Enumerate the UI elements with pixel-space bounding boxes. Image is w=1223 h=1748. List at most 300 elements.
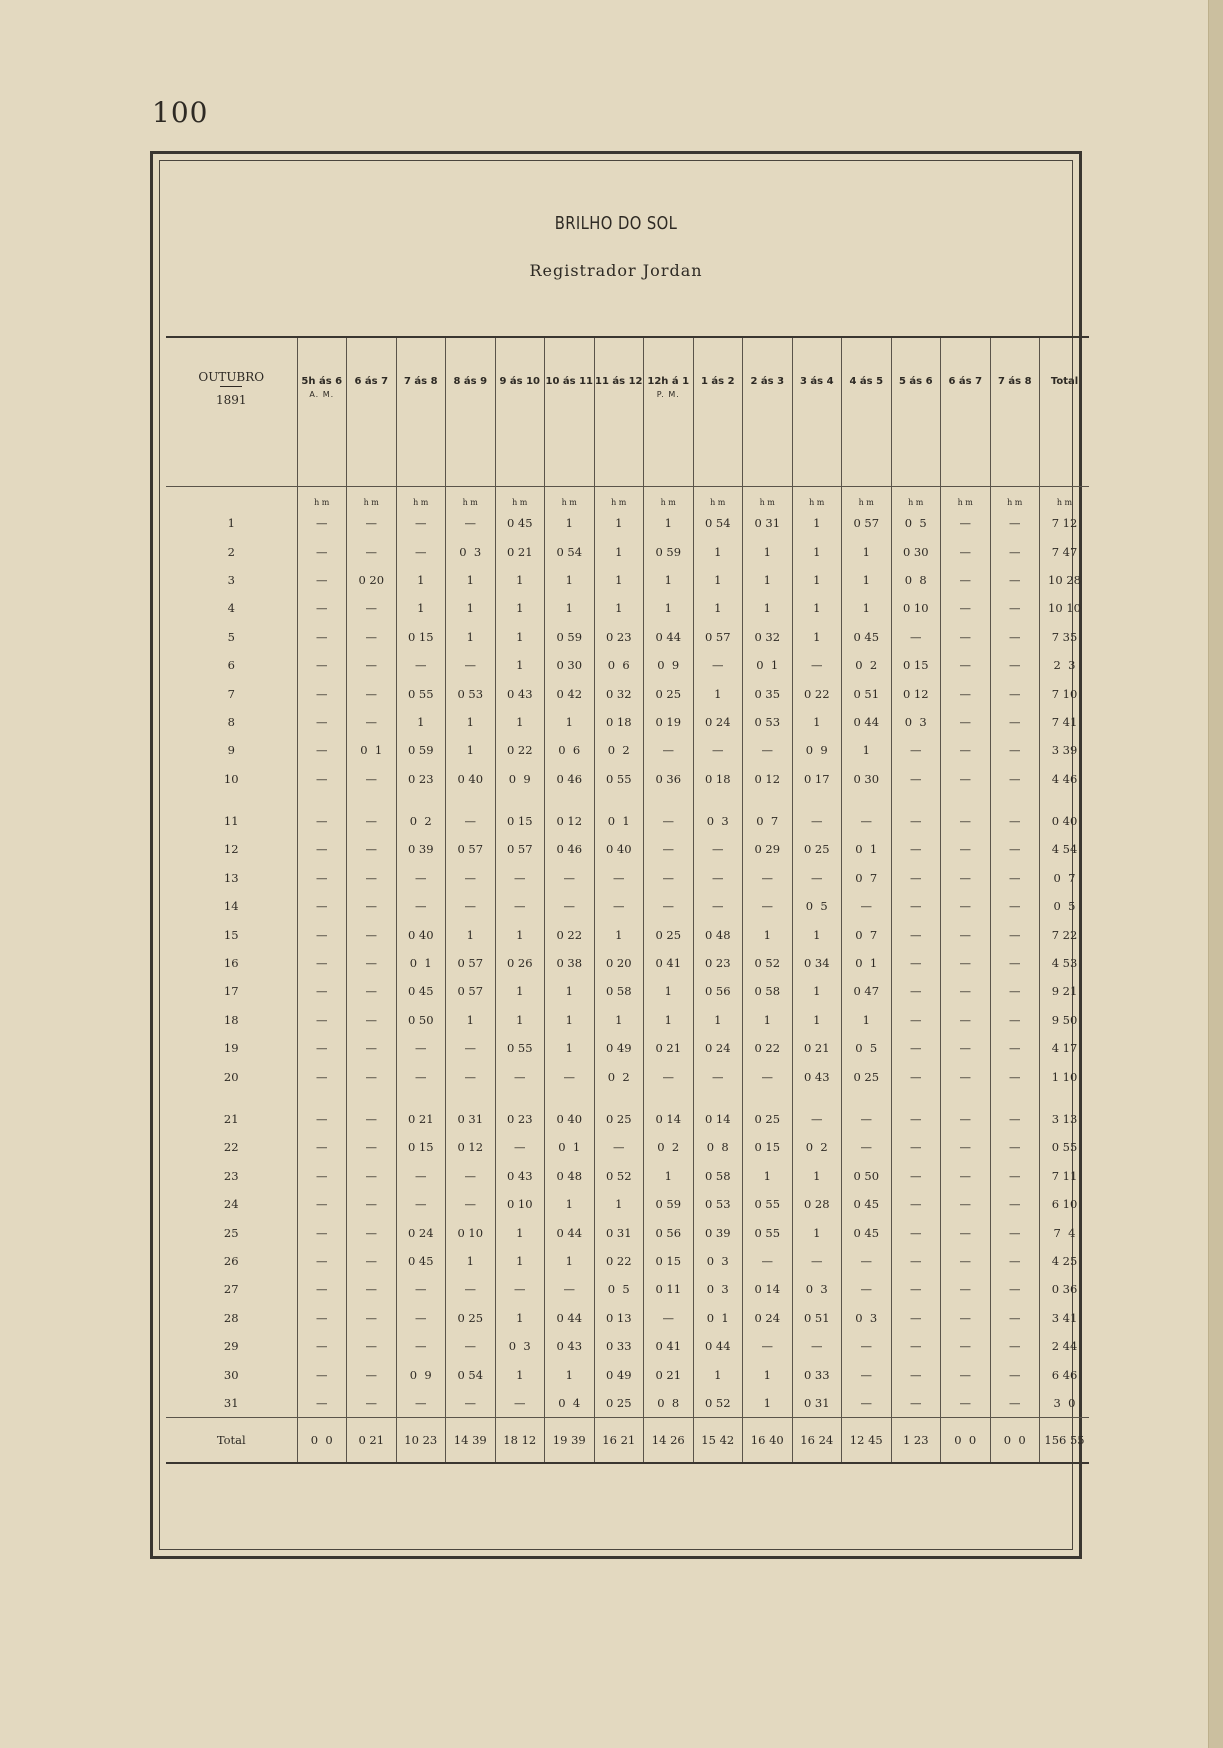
value-cell: —: [495, 1133, 545, 1161]
value-cell: —: [347, 1218, 397, 1246]
value-cell: —: [941, 1006, 991, 1034]
day-cell: 4: [227, 601, 235, 616]
value-cell: —: [891, 977, 941, 1005]
table-row: [166, 1133, 1089, 1161]
value-cell: 0 21: [644, 1034, 694, 1062]
table-row: [166, 892, 1089, 920]
header-col-5: [545, 337, 595, 487]
value-cell: 0 25: [644, 679, 694, 707]
unit-row: [166, 487, 1089, 510]
value-cell: 0 20: [347, 566, 397, 594]
value-cell: 0 3: [842, 1304, 892, 1332]
value-cell: 1: [495, 566, 545, 594]
header-col-9: [743, 337, 793, 487]
value-cell: 1: [545, 1360, 595, 1388]
day-cell: 7: [227, 686, 235, 701]
value-cell: —: [396, 537, 446, 565]
header-col-14: [990, 337, 1040, 487]
value-cell: 1: [743, 1389, 793, 1418]
value-cell: —: [990, 1304, 1040, 1332]
spacer-cell: [644, 1091, 694, 1105]
value-cell: 0 45: [842, 623, 892, 651]
value-cell: 0 42: [545, 679, 595, 707]
header-col-label: 7 ás 8: [403, 376, 438, 387]
value-cell: —: [743, 892, 793, 920]
value-cell: 0 2: [594, 1062, 644, 1090]
total-cell: 0 0: [941, 1418, 991, 1464]
value-cell: —: [347, 1360, 397, 1388]
value-cell: 0 49: [594, 1034, 644, 1062]
value-cell: 0 51: [842, 679, 892, 707]
value-cell: —: [545, 1275, 595, 1303]
value-cell: 0 5: [1040, 892, 1090, 920]
value-cell: 1: [545, 977, 595, 1005]
value-cell: 1: [594, 509, 644, 537]
value-cell: 0 55: [743, 1190, 793, 1218]
value-cell: —: [347, 651, 397, 679]
value-cell: 0 25: [594, 1105, 644, 1133]
value-cell: 0 23: [594, 623, 644, 651]
value-cell: —: [297, 1247, 347, 1275]
value-cell: 0 4: [545, 1389, 595, 1418]
table-row: [166, 1275, 1089, 1303]
value-cell: 0 49: [594, 1360, 644, 1388]
spacer-cell: [446, 1091, 496, 1105]
page-edge: [1208, 0, 1223, 1748]
spacer-cell: [166, 1091, 297, 1105]
value-cell: 0 25: [644, 920, 694, 948]
value-cell: 0 32: [743, 623, 793, 651]
value-cell: 1: [743, 537, 793, 565]
table-row: [166, 807, 1089, 835]
value-cell: 1: [446, 920, 496, 948]
unit-cell: h m: [891, 487, 941, 510]
value-cell: —: [941, 864, 991, 892]
value-cell: —: [941, 509, 991, 537]
day-cell: 25: [223, 1225, 239, 1240]
value-cell: 0 24: [396, 1218, 446, 1246]
value-cell: 1: [594, 594, 644, 622]
value-cell: 0 15: [396, 623, 446, 651]
value-cell: 0 30: [891, 537, 941, 565]
value-cell: 4 46: [1040, 765, 1090, 793]
value-cell: 1: [446, 594, 496, 622]
value-cell: 0 40: [545, 1105, 595, 1133]
total-cell: 1 23: [891, 1418, 941, 1464]
value-cell: —: [990, 1389, 1040, 1418]
value-cell: 0 5: [891, 509, 941, 537]
value-cell: —: [891, 1360, 941, 1388]
value-cell: —: [347, 835, 397, 863]
value-cell: 1: [545, 566, 595, 594]
total-cell: 16 21: [594, 1418, 644, 1464]
value-cell: —: [396, 1062, 446, 1090]
value-cell: 0 38: [545, 949, 595, 977]
spacer-cell: [166, 793, 297, 807]
value-cell: —: [792, 1105, 842, 1133]
value-cell: —: [990, 765, 1040, 793]
day-cell: 14: [223, 899, 239, 914]
header-col-2: [396, 337, 446, 487]
value-cell: 0 40: [446, 765, 496, 793]
unit-cell: h m: [842, 487, 892, 510]
table-row: [166, 651, 1089, 679]
value-cell: —: [297, 1389, 347, 1418]
value-cell: 0 24: [743, 1304, 793, 1332]
value-cell: —: [941, 623, 991, 651]
value-cell: —: [941, 708, 991, 736]
value-cell: 0 48: [693, 920, 743, 948]
value-cell: 0 44: [842, 708, 892, 736]
spacer-cell: [941, 793, 991, 807]
value-cell: —: [347, 765, 397, 793]
value-cell: —: [941, 920, 991, 948]
value-cell: 0 13: [594, 1304, 644, 1332]
value-cell: 0 58: [594, 977, 644, 1005]
value-cell: 1: [594, 1190, 644, 1218]
value-cell: 0 15: [891, 651, 941, 679]
spacer-cell: [693, 1091, 743, 1105]
value-cell: 0 12: [743, 765, 793, 793]
table-row: [166, 736, 1089, 764]
header-col-label: 2 ás 3: [750, 376, 785, 387]
value-cell: —: [446, 509, 496, 537]
value-cell: 1: [545, 509, 595, 537]
value-cell: —: [891, 765, 941, 793]
value-cell: —: [990, 949, 1040, 977]
header-col-15: [1040, 337, 1090, 487]
value-cell: —: [297, 708, 347, 736]
value-cell: 0 12: [446, 1133, 496, 1161]
value-cell: —: [644, 807, 694, 835]
value-cell: —: [347, 949, 397, 977]
value-cell: 0 25: [743, 1105, 793, 1133]
value-cell: 0 22: [495, 736, 545, 764]
value-cell: 0 58: [743, 977, 793, 1005]
value-cell: 0 17: [792, 765, 842, 793]
spacer-cell: [347, 793, 397, 807]
value-cell: 0 8: [891, 566, 941, 594]
value-cell: —: [297, 807, 347, 835]
day-cell: 16: [223, 956, 239, 971]
sunshine-table: [166, 336, 1089, 1464]
spacer-cell: [396, 1091, 446, 1105]
value-cell: 1: [792, 623, 842, 651]
value-cell: 0 45: [842, 1218, 892, 1246]
value-cell: —: [990, 566, 1040, 594]
day-cell: 11: [223, 814, 239, 829]
value-cell: 0 5: [594, 1275, 644, 1303]
value-cell: 0 54: [446, 1360, 496, 1388]
value-cell: —: [297, 1190, 347, 1218]
value-cell: 1: [792, 977, 842, 1005]
value-cell: —: [891, 1332, 941, 1360]
value-cell: 0 50: [396, 1006, 446, 1034]
value-cell: 4 17: [1040, 1034, 1090, 1062]
value-cell: 0 15: [396, 1133, 446, 1161]
value-cell: —: [990, 594, 1040, 622]
value-cell: —: [990, 835, 1040, 863]
value-cell: 0 14: [644, 1105, 694, 1133]
table-row: [166, 1062, 1089, 1090]
value-cell: —: [891, 736, 941, 764]
value-cell: 9 50: [1040, 1006, 1090, 1034]
value-cell: —: [446, 1332, 496, 1360]
value-cell: 0 40: [396, 920, 446, 948]
value-cell: —: [297, 1218, 347, 1246]
value-cell: —: [693, 864, 743, 892]
value-cell: 0 6: [545, 736, 595, 764]
value-cell: 0 25: [446, 1304, 496, 1332]
value-cell: —: [297, 537, 347, 565]
value-cell: 1 10: [1040, 1062, 1090, 1090]
value-cell: —: [842, 807, 892, 835]
value-cell: —: [941, 1360, 991, 1388]
value-cell: 0 3: [446, 537, 496, 565]
value-cell: 1: [446, 736, 496, 764]
value-cell: 7 12: [1040, 509, 1090, 537]
value-cell: 7 41: [1040, 708, 1090, 736]
value-cell: —: [842, 1247, 892, 1275]
value-cell: 1: [495, 708, 545, 736]
value-cell: —: [891, 1105, 941, 1133]
value-cell: 1: [644, 977, 694, 1005]
value-cell: —: [347, 1133, 397, 1161]
value-cell: 0 1: [693, 1304, 743, 1332]
day-cell: 22: [223, 1140, 239, 1155]
value-cell: 0 36: [644, 765, 694, 793]
value-cell: 0 55: [1040, 1133, 1090, 1161]
value-cell: 1: [644, 1162, 694, 1190]
header-col-label: 1 ás 2: [700, 376, 735, 387]
unit-cell: h m: [941, 487, 991, 510]
day-cell: 30: [223, 1367, 239, 1382]
table-row: [166, 594, 1089, 622]
value-cell: 1: [842, 537, 892, 565]
value-cell: 1: [743, 566, 793, 594]
day-cell: 20: [223, 1069, 239, 1084]
value-cell: —: [990, 736, 1040, 764]
value-cell: 1: [396, 566, 446, 594]
value-cell: 1: [693, 566, 743, 594]
value-cell: —: [347, 1006, 397, 1034]
unit-cell: h m: [792, 487, 842, 510]
value-cell: —: [545, 864, 595, 892]
value-cell: 1: [495, 1360, 545, 1388]
value-cell: —: [941, 807, 991, 835]
value-cell: 0 44: [644, 623, 694, 651]
value-cell: 0 54: [545, 537, 595, 565]
total-row: [166, 1418, 1089, 1464]
day-cell: 1: [227, 516, 235, 531]
value-cell: 0 21: [644, 1360, 694, 1388]
day-cell: 3: [227, 572, 235, 587]
value-cell: 0 57: [446, 949, 496, 977]
page-subtitle: Registrador Jordan: [529, 261, 703, 280]
value-cell: 0 45: [495, 509, 545, 537]
value-cell: 0 1: [347, 736, 397, 764]
value-cell: —: [743, 1062, 793, 1090]
value-cell: 0 48: [545, 1162, 595, 1190]
value-cell: —: [446, 1062, 496, 1090]
header-col-13: [941, 337, 991, 487]
value-cell: —: [941, 892, 991, 920]
value-cell: 1: [693, 1360, 743, 1388]
value-cell: 7 4: [1040, 1218, 1090, 1246]
value-cell: 1: [545, 1034, 595, 1062]
value-cell: 0 9: [644, 651, 694, 679]
unit-cell: h m: [495, 487, 545, 510]
value-cell: 0 22: [594, 1247, 644, 1275]
value-cell: —: [396, 509, 446, 537]
value-cell: —: [941, 1247, 991, 1275]
header-col-6: [594, 337, 644, 487]
table-row: [166, 1162, 1089, 1190]
value-cell: —: [792, 1332, 842, 1360]
value-cell: 0 21: [792, 1034, 842, 1062]
value-cell: 0 35: [743, 679, 793, 707]
value-cell: —: [446, 864, 496, 892]
total-cell: 0 21: [347, 1418, 397, 1464]
value-cell: —: [743, 1332, 793, 1360]
value-cell: —: [347, 1332, 397, 1360]
unit-cell: h m: [743, 487, 793, 510]
value-cell: 1: [842, 736, 892, 764]
value-cell: —: [891, 1006, 941, 1034]
value-cell: —: [891, 1062, 941, 1090]
value-cell: 0 25: [594, 1389, 644, 1418]
value-cell: 0 43: [792, 1062, 842, 1090]
value-cell: —: [990, 1034, 1040, 1062]
table-row: [166, 1360, 1089, 1388]
spacer-cell: [495, 1091, 545, 1105]
value-cell: 0 22: [792, 679, 842, 707]
value-cell: —: [347, 594, 397, 622]
value-cell: 1: [792, 708, 842, 736]
value-cell: 0 23: [396, 765, 446, 793]
value-cell: —: [297, 651, 347, 679]
table-row: [166, 920, 1089, 948]
day-cell: 5: [227, 629, 235, 644]
spacer-cell: [1040, 1091, 1090, 1105]
value-cell: 0 43: [545, 1332, 595, 1360]
value-cell: —: [842, 1105, 892, 1133]
value-cell: —: [297, 736, 347, 764]
table-row: [166, 1304, 1089, 1332]
spacer-cell: [495, 793, 545, 807]
day-cell: 21: [223, 1112, 239, 1126]
header-col-label: 8 ás 9: [453, 376, 488, 387]
value-cell: —: [396, 1304, 446, 1332]
value-cell: —: [990, 920, 1040, 948]
value-cell: 0 47: [842, 977, 892, 1005]
value-cell: 1: [693, 537, 743, 565]
value-cell: —: [891, 1133, 941, 1161]
value-cell: —: [297, 509, 347, 537]
value-cell: 0 44: [545, 1218, 595, 1246]
value-cell: —: [693, 736, 743, 764]
value-cell: —: [990, 651, 1040, 679]
total-cell: 19 39: [545, 1418, 595, 1464]
spacer-cell: [842, 793, 892, 807]
value-cell: 0 45: [396, 977, 446, 1005]
value-cell: 0 57: [693, 623, 743, 651]
value-cell: —: [941, 1062, 991, 1090]
value-cell: 1: [792, 537, 842, 565]
value-cell: 0 41: [644, 949, 694, 977]
total-cell: 0 0: [990, 1418, 1040, 1464]
value-cell: 7 11: [1040, 1162, 1090, 1190]
value-cell: —: [297, 1062, 347, 1090]
value-cell: 1: [743, 1162, 793, 1190]
total-cell: 156 55: [1040, 1418, 1090, 1464]
value-cell: 1: [693, 594, 743, 622]
value-cell: —: [347, 1062, 397, 1090]
value-cell: 0 44: [693, 1332, 743, 1360]
value-cell: 1: [792, 594, 842, 622]
value-cell: —: [446, 651, 496, 679]
header-col-label: 12h á 1: [647, 376, 690, 387]
value-cell: —: [941, 594, 991, 622]
value-cell: —: [891, 1034, 941, 1062]
spacer-cell: [347, 1091, 397, 1105]
table-row: [166, 765, 1089, 793]
header-col-12: [891, 337, 941, 487]
unit-cell: h m: [1040, 487, 1090, 510]
value-cell: —: [347, 623, 397, 651]
value-cell: —: [693, 651, 743, 679]
value-cell: 0 31: [446, 1105, 496, 1133]
value-cell: 1: [743, 594, 793, 622]
table-row: [166, 1190, 1089, 1218]
value-cell: —: [347, 1389, 397, 1418]
header-col-10: [792, 337, 842, 487]
value-cell: —: [842, 1360, 892, 1388]
value-cell: —: [941, 1332, 991, 1360]
spacer-cell: [792, 793, 842, 807]
value-cell: —: [495, 1062, 545, 1090]
table-row: [166, 537, 1089, 565]
value-cell: —: [446, 892, 496, 920]
day-cell: 18: [223, 1012, 239, 1027]
value-cell: —: [347, 509, 397, 537]
value-cell: 1: [842, 1006, 892, 1034]
value-cell: —: [495, 1389, 545, 1418]
value-cell: —: [941, 1275, 991, 1303]
unit-cell: h m: [545, 487, 595, 510]
value-cell: —: [396, 892, 446, 920]
value-cell: 3 0: [1040, 1389, 1090, 1418]
value-cell: 1: [842, 566, 892, 594]
value-cell: 0 11: [644, 1275, 694, 1303]
day-cell: 10: [223, 771, 239, 786]
day-cell: 19: [223, 1041, 239, 1056]
value-cell: —: [347, 864, 397, 892]
value-cell: 1: [495, 977, 545, 1005]
value-cell: —: [941, 1133, 991, 1161]
value-cell: —: [990, 892, 1040, 920]
total-cell: 10 23: [396, 1418, 446, 1464]
value-cell: 0 2: [644, 1133, 694, 1161]
value-cell: —: [792, 864, 842, 892]
value-cell: 0 56: [693, 977, 743, 1005]
value-cell: —: [347, 807, 397, 835]
value-cell: 0 36: [1040, 1275, 1090, 1303]
value-cell: 1: [545, 594, 595, 622]
value-cell: 0 12: [891, 679, 941, 707]
value-cell: 0 41: [644, 1332, 694, 1360]
value-cell: 1: [495, 594, 545, 622]
